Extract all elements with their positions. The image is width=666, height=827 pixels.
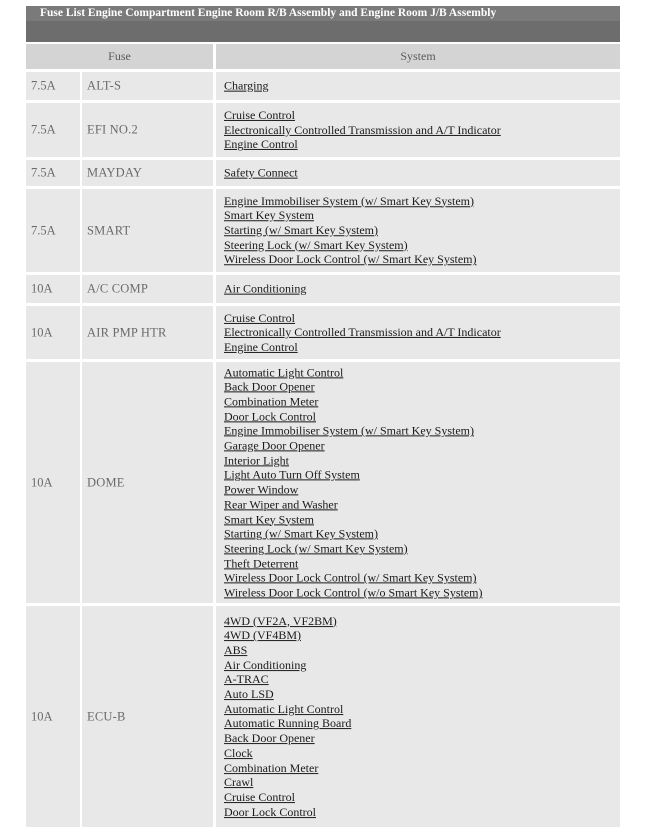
fuse-amperage: 7.5A	[31, 165, 56, 180]
system-link[interactable]: Light Auto Turn Off System	[224, 467, 360, 482]
system-link[interactable]: Cruise Control	[224, 310, 295, 325]
fuse-amperage: 10A	[31, 475, 53, 489]
system-link[interactable]: Crawl	[224, 775, 254, 790]
system-link[interactable]: Electronically Controlled Transmission and A/T Indicator	[224, 122, 501, 137]
system-cell	[216, 362, 620, 603]
table-row	[0, 72, 666, 100]
fuse-name: MAYDAY	[87, 165, 143, 180]
system-link[interactable]: Wireless Door Lock Control (w/o Smart Key System)	[224, 585, 483, 600]
page-title: Fuse List Engine Compartment Engine Room R/B Assembly and Engine Room J/B Assembly	[26, 6, 620, 21]
table-row	[0, 606, 666, 827]
system-list	[224, 194, 616, 268]
system-link[interactable]: Cruise Control	[224, 790, 295, 805]
system-column-header: System	[216, 44, 620, 69]
system-link[interactable]: Garage Door Opener	[224, 438, 325, 453]
system-link[interactable]: Combination Meter	[224, 394, 319, 409]
fuse-amperage-cell	[26, 306, 80, 359]
fuse-amperage-cell	[26, 160, 80, 186]
fuse-amperage-cell	[26, 189, 80, 272]
system-link[interactable]: Engine Control	[224, 137, 298, 152]
system-link[interactable]: Air Conditioning	[224, 281, 307, 296]
fuse-amperage-cell	[26, 275, 80, 303]
system-link[interactable]: Starting (w/ Smart Key System)	[224, 223, 378, 238]
table-caption-bar	[26, 21, 620, 42]
fuse-amperage: 10A	[31, 325, 53, 339]
system-cell	[216, 606, 620, 827]
fuse-name: SMART	[87, 223, 131, 237]
fuse-name: ECU-B	[87, 709, 126, 723]
system-list	[224, 79, 616, 94]
fuse-name-cell	[82, 160, 213, 186]
fuse-amperage-cell	[26, 72, 80, 100]
table-row	[0, 275, 666, 303]
fuse-amperage: 10A	[31, 281, 53, 296]
system-link[interactable]: Charging	[224, 78, 269, 93]
system-link[interactable]: Cruise Control	[224, 107, 295, 122]
system-link[interactable]: Steering Lock (w/ Smart Key System)	[224, 237, 408, 252]
system-link[interactable]: Steering Lock (w/ Smart Key System)	[224, 541, 408, 556]
system-link[interactable]: Back Door Opener	[224, 379, 315, 394]
system-link[interactable]: Clock	[224, 745, 253, 760]
system-link[interactable]: Engine Control	[224, 339, 298, 354]
table-row	[0, 306, 666, 359]
system-link[interactable]: ABS	[224, 642, 248, 657]
table-row	[0, 189, 666, 272]
system-link[interactable]: Combination Meter	[224, 760, 319, 775]
system-cell	[216, 306, 620, 359]
system-link[interactable]: Back Door Opener	[224, 731, 315, 746]
system-link[interactable]: Door Lock Control	[224, 408, 316, 423]
system-list	[224, 166, 616, 181]
fuse-name-cell	[82, 189, 213, 272]
system-link[interactable]: A-TRAC	[224, 672, 269, 687]
fuse-name-cell	[82, 362, 213, 603]
fuse-amperage: 10A	[31, 709, 53, 723]
fuse-name-cell	[82, 306, 213, 359]
system-link[interactable]: Electronically Controlled Transmission and A/T Indicator	[224, 325, 501, 340]
system-link[interactable]: Starting (w/ Smart Key System)	[224, 526, 378, 541]
system-link[interactable]: Air Conditioning	[224, 657, 307, 672]
system-cell	[216, 72, 620, 100]
system-link[interactable]: Smart Key System	[224, 208, 314, 223]
system-cell	[216, 103, 620, 157]
fuse-name: A/C COMP	[87, 281, 148, 296]
system-list	[224, 614, 616, 820]
table-row	[0, 362, 666, 603]
fuse-amperage-cell	[26, 362, 80, 603]
fuse-name-cell	[82, 606, 213, 827]
system-link[interactable]: 4WD (VF4BM)	[224, 628, 301, 643]
system-link[interactable]: Auto LSD	[224, 687, 274, 702]
fuse-column-header: Fuse	[26, 44, 213, 69]
system-list	[224, 310, 616, 354]
system-link[interactable]: Interior Light	[224, 453, 289, 468]
table-row	[0, 160, 666, 186]
system-link[interactable]: 4WD (VF2A, VF2BM)	[224, 613, 337, 628]
system-cell	[216, 275, 620, 303]
fuse-name: AIR PMP HTR	[87, 325, 167, 339]
system-link[interactable]: Power Window	[224, 482, 299, 497]
system-link[interactable]: Theft Deterrent	[224, 556, 299, 571]
fuse-name-cell	[82, 72, 213, 100]
fuse-amperage-cell	[26, 606, 80, 827]
system-link[interactable]: Wireless Door Lock Control (w/ Smart Key System)	[224, 570, 477, 585]
fuse-amperage: 7.5A	[31, 78, 56, 93]
system-link[interactable]: Smart Key System	[224, 511, 314, 526]
system-cell	[216, 189, 620, 272]
system-link[interactable]: Engine Immobiliser System (w/ Smart Key System)	[224, 193, 474, 208]
fuse-amperage: 7.5A	[31, 223, 56, 237]
system-list	[224, 282, 616, 297]
system-link[interactable]: Automatic Light Control	[224, 364, 344, 379]
fuse-name-cell	[82, 103, 213, 157]
system-link[interactable]: Door Lock Control	[224, 804, 316, 819]
system-list	[224, 108, 616, 152]
system-link[interactable]: Rear Wiper and Washer	[224, 497, 338, 512]
fuse-amperage: 7.5A	[31, 122, 56, 137]
fuse-name-cell	[82, 275, 213, 303]
fuse-name: EFI NO.2	[87, 122, 138, 137]
system-list	[224, 365, 616, 600]
table-row	[0, 103, 666, 157]
system-link[interactable]: Engine Immobiliser System (w/ Smart Key System)	[224, 423, 474, 438]
system-link[interactable]: Wireless Door Lock Control (w/ Smart Key System)	[224, 252, 477, 267]
fuse-amperage-cell	[26, 103, 80, 157]
fuse-name: DOME	[87, 475, 125, 489]
system-link[interactable]: Automatic Running Board	[224, 716, 352, 731]
system-link[interactable]: Automatic Light Control	[224, 701, 344, 716]
system-link[interactable]: Safety Connect	[224, 165, 298, 180]
system-cell	[216, 160, 620, 186]
fuse-name: ALT-S	[87, 78, 122, 93]
